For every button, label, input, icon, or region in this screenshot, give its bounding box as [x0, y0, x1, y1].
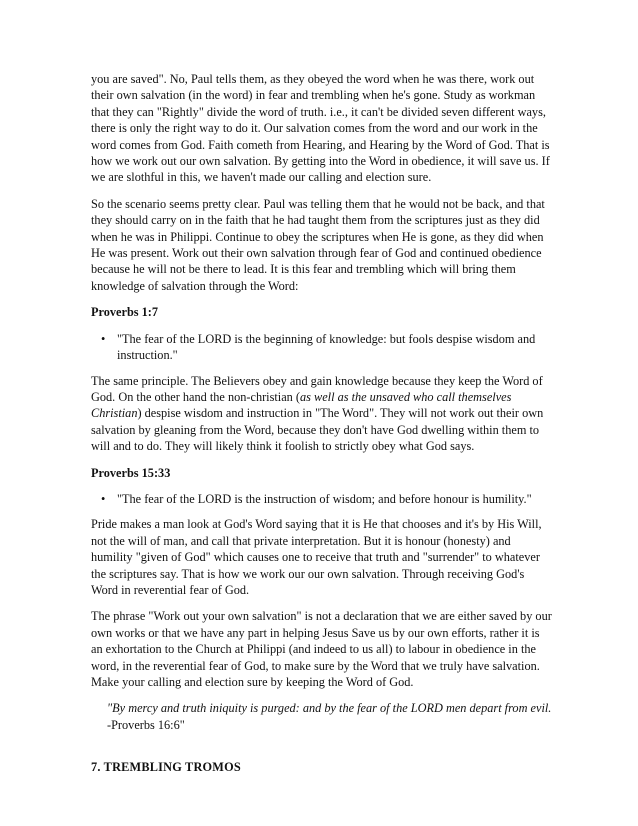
list-item — [91, 331, 553, 364]
bullet-list-1 — [91, 331, 553, 364]
paragraph-3-text-b: ) despise wisdom and instruction in "The Word". They will not work out their own salvation by gleaning from the Word, because they don't have God dwelling within them to will and to do. They will likely think it foolish to strictly obey what God says. — [91, 406, 544, 454]
quote-italic-text: "By mercy and truth iniquity is purged: and by the fear of the LORD men depart from evil. — [107, 701, 552, 716]
list-item-text: "The fear of the LORD is the instruction of wisdom; and before honour is humility." — [117, 491, 532, 506]
paragraph-3 — [91, 373, 553, 455]
paragraph-5: The phrase "Work out your own salvation" is not a declaration that we are either saved by our own works or that we have any part in helping Jesus Save us by our own efforts, rather it is an exhortation to the Church at Philippi (and indeed to us all) to labour in obedience in the word, in the reverential fear of God, to make sure by the Word that we truly have salvation. Make your calling and election sure by keeping the Word of God. — [91, 609, 552, 689]
bullet-icon: • — [101, 491, 106, 506]
heading-proverbs-15-33: Proverbs 15:33 — [91, 465, 171, 480]
scripture-quote — [107, 700, 553, 733]
paragraph-3-italic: as well as the unsaved who call themselves Christian — [91, 389, 512, 421]
bullet-list-2 — [91, 491, 553, 507]
paragraph-1: you are saved". No, Paul tells them, as they obeyed the word when he was there, work out their own salvation (in the word) in fear and trembling when he's gone. Study as workman that they can "Rightly" divide the word of truth. i.e., it can't be divided seven different ways, there is only the right way to do it. Our salvation comes from the word and our work in the word comes from God. Faith cometh from Hearing, and Hearing by the Word of God. That is how we work out our own salvation. By getting into the Word in obedience, it will save us. If we are slothful in this, we haven't made our calling and election sure. — [91, 72, 550, 185]
page-content — [91, 71, 553, 786]
section-title: 7. TREMBLING TROMOS — [91, 760, 241, 775]
bullet-icon: • — [101, 331, 106, 346]
heading-proverbs-1-7: Proverbs 1:7 — [91, 305, 159, 320]
list-item — [91, 491, 553, 507]
paragraph-3-text-a: The same principle. The Believers obey and gain knowledge because they keep the Word of God. On the other hand the non-christian ( — [91, 373, 543, 404]
quote-reference: -Proverbs 16:6" — [107, 717, 185, 732]
list-item-text: "The fear of the LORD is the beginning of knowledge: but fools despise wisdom and instruction." — [117, 331, 536, 363]
paragraph-4: Pride makes a man look at God's Word saying that it is He that chooses and it's by His Will, not the will of man, and call that private interpretation. But it is honour (honesty) and humility "given of God" which causes one to receive that truth and "surrender" to whatever the scriptures say. That is how we work our our own salvation. Through receiving God's Word in reverential fear of God. — [91, 517, 542, 597]
paragraph-2: So the scenario seems pretty clear. Paul was telling them that he would not be back, and that they should carry on in the faith that he had taught them from the scriptures just as they did when he was in Philippi. Continue to obey the scriptures when He is gone, as they did when He was present. Work out their own salvation through fear of God and continued obedience because he will not be there to lead. It is this fear and trembling which will bring them knowledge of salvation through the Word: — [91, 196, 545, 293]
